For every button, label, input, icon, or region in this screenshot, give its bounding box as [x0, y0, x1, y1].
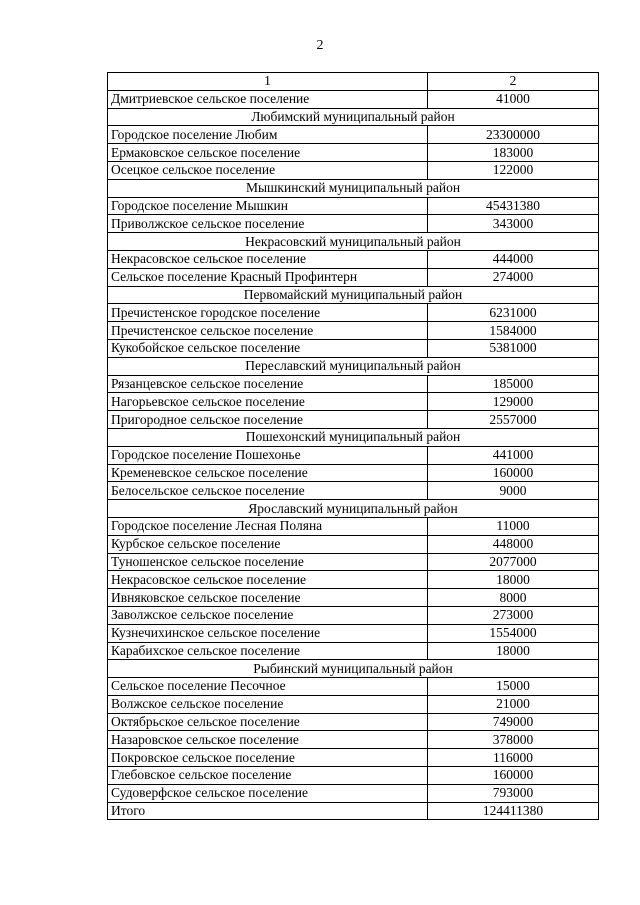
settlement-name: Дмитриевское сельское поселение — [108, 90, 428, 108]
settlement-name: Пречистенское городское поселение — [108, 304, 428, 322]
amount-value: 21000 — [428, 695, 599, 713]
amount-value: 9000 — [428, 482, 599, 500]
settlement-name: Ивняковское сельское поселение — [108, 589, 428, 607]
amount-value: 8000 — [428, 589, 599, 607]
district-name: Ярославский муниципальный район — [108, 500, 599, 518]
table-row — [108, 624, 599, 642]
amount-value: 441000 — [428, 446, 599, 464]
table-row — [108, 411, 599, 429]
district-header-row — [108, 179, 599, 197]
table-row — [108, 375, 599, 393]
amount-value: 15000 — [428, 678, 599, 696]
settlement-name: Пречистенское сельское поселение — [108, 322, 428, 340]
district-header-row — [108, 286, 599, 304]
settlement-name: Покровское сельское поселение — [108, 749, 428, 767]
settlement-name: Сельское поселение Песочное — [108, 678, 428, 696]
table-row — [108, 553, 599, 571]
settlement-name: Итого — [108, 802, 428, 820]
settlement-name: Белосельское сельское поселение — [108, 482, 428, 500]
amount-value: 448000 — [428, 535, 599, 553]
table-body — [108, 90, 599, 820]
settlement-name: Некрасовское сельское поселение — [108, 571, 428, 589]
table-row — [108, 589, 599, 607]
settlement-name: Приволжское сельское поселение — [108, 215, 428, 233]
amount-value: 2077000 — [428, 553, 599, 571]
table-row — [108, 517, 599, 535]
table-row — [108, 606, 599, 624]
district-name: Некрасовский муниципальный район — [108, 233, 599, 251]
settlement-name: Сельское поселение Красный Профинтерн — [108, 268, 428, 286]
settlement-name: Назаровское сельское поселение — [108, 731, 428, 749]
amount-value: 274000 — [428, 268, 599, 286]
amount-value: 160000 — [428, 464, 599, 482]
district-header-row — [108, 357, 599, 375]
amount-value: 116000 — [428, 749, 599, 767]
amount-value: 41000 — [428, 90, 599, 108]
amount-value: 793000 — [428, 784, 599, 802]
table-row — [108, 482, 599, 500]
table-row — [108, 571, 599, 589]
settlement-name: Нагорьевское сельское поселение — [108, 393, 428, 411]
amount-value: 1554000 — [428, 624, 599, 642]
district-header-row — [108, 108, 599, 126]
amount-value: 160000 — [428, 767, 599, 785]
table-row — [108, 161, 599, 179]
table-row — [108, 713, 599, 731]
table-row — [108, 464, 599, 482]
table-row — [108, 90, 599, 108]
district-header-row — [108, 500, 599, 518]
allocation-table — [107, 72, 599, 820]
district-header-row — [108, 428, 599, 446]
district-header-row — [108, 660, 599, 678]
amount-value: 18000 — [428, 642, 599, 660]
amount-value: 444000 — [428, 250, 599, 268]
amount-value: 273000 — [428, 606, 599, 624]
table-row — [108, 144, 599, 162]
district-name: Пошехонский муниципальный район — [108, 428, 599, 446]
settlement-name: Осецкое сельское поселение — [108, 161, 428, 179]
table-row — [108, 126, 599, 144]
table-header-row — [108, 73, 599, 91]
settlement-name: Карабихское сельское поселение — [108, 642, 428, 660]
settlement-name: Курбское сельское поселение — [108, 535, 428, 553]
table-row — [108, 642, 599, 660]
amount-value: 45431380 — [428, 197, 599, 215]
table-row — [108, 731, 599, 749]
table-row — [108, 749, 599, 767]
district-header-row — [108, 233, 599, 251]
table-row — [108, 695, 599, 713]
amount-value: 6231000 — [428, 304, 599, 322]
amount-value: 378000 — [428, 731, 599, 749]
amount-value: 11000 — [428, 517, 599, 535]
table-row — [108, 535, 599, 553]
amount-value: 124411380 — [428, 802, 599, 820]
district-name: Переславский муниципальный район — [108, 357, 599, 375]
settlement-name: Октябрьское сельское поселение — [108, 713, 428, 731]
table-row — [108, 215, 599, 233]
amount-value: 183000 — [428, 144, 599, 162]
settlement-name: Городское поселение Лесная Поляна — [108, 517, 428, 535]
settlement-name: Городское поселение Мышкин — [108, 197, 428, 215]
table-row — [108, 678, 599, 696]
column-header-1: 1 — [108, 73, 428, 91]
settlement-name: Городское поселение Любим — [108, 126, 428, 144]
column-header-2: 2 — [428, 73, 599, 91]
table-row — [108, 784, 599, 802]
table-row — [108, 393, 599, 411]
settlement-name: Некрасовское сельское поселение — [108, 250, 428, 268]
settlement-name: Ермаковское сельское поселение — [108, 144, 428, 162]
amount-value: 129000 — [428, 393, 599, 411]
table-row — [108, 339, 599, 357]
page-number: 2 — [316, 38, 324, 53]
amount-value: 23300000 — [428, 126, 599, 144]
table-row — [108, 322, 599, 340]
table-row — [108, 197, 599, 215]
amount-value: 2557000 — [428, 411, 599, 429]
settlement-name: Туношенское сельское поселение — [108, 553, 428, 571]
amount-value: 18000 — [428, 571, 599, 589]
table-row — [108, 767, 599, 785]
table-row — [108, 250, 599, 268]
district-name: Первомайский муниципальный район — [108, 286, 599, 304]
table-row — [108, 802, 599, 820]
settlement-name: Городское поселение Пошехонье — [108, 446, 428, 464]
district-name: Любимский муниципальный район — [108, 108, 599, 126]
settlement-name: Рязанцевское сельское поселение — [108, 375, 428, 393]
settlement-name: Волжское сельское поселение — [108, 695, 428, 713]
settlement-name: Кузнечихинское сельское поселение — [108, 624, 428, 642]
settlement-name: Кукобойское сельское поселение — [108, 339, 428, 357]
settlement-name: Заволжское сельское поселение — [108, 606, 428, 624]
settlement-name: Пригородное сельское поселение — [108, 411, 428, 429]
settlement-name: Глебовское сельское поселение — [108, 767, 428, 785]
amount-value: 1584000 — [428, 322, 599, 340]
amount-value: 122000 — [428, 161, 599, 179]
table-row — [108, 304, 599, 322]
amount-value: 749000 — [428, 713, 599, 731]
district-name: Рыбинский муниципальный район — [108, 660, 599, 678]
settlement-name: Судоверфское сельское поселение — [108, 784, 428, 802]
amount-value: 343000 — [428, 215, 599, 233]
table-row — [108, 268, 599, 286]
amount-value: 5381000 — [428, 339, 599, 357]
amount-value: 185000 — [428, 375, 599, 393]
settlement-name: Кременевское сельское поселение — [108, 464, 428, 482]
table-row — [108, 446, 599, 464]
district-name: Мышкинский муниципальный район — [108, 179, 599, 197]
